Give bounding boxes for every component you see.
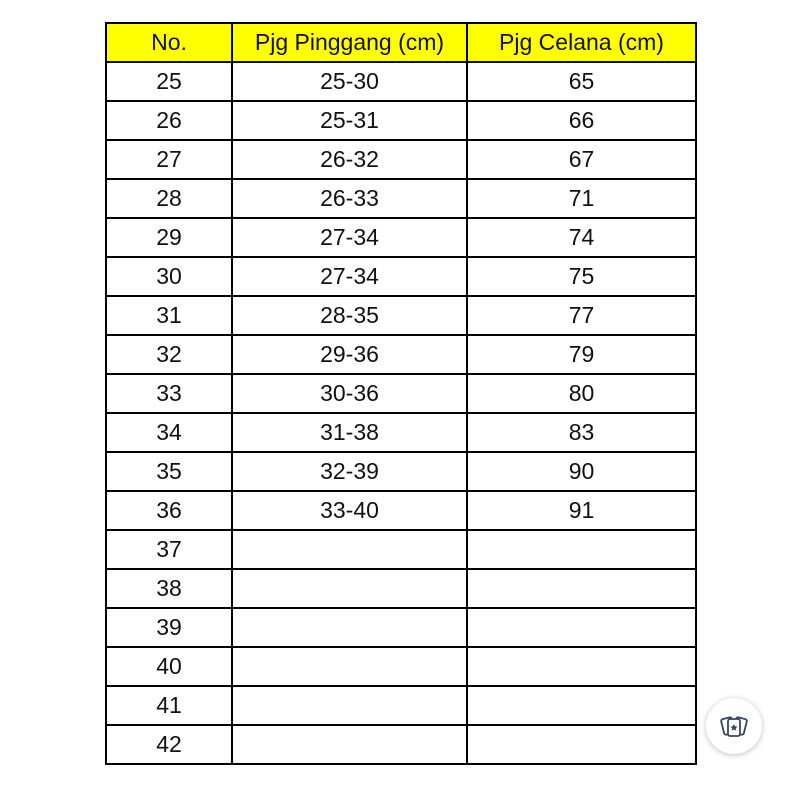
cell-number: 25 bbox=[106, 62, 232, 101]
cell-waist-length: 26-32 bbox=[232, 140, 467, 179]
table-body bbox=[106, 62, 696, 764]
cell-pants-length bbox=[467, 530, 696, 569]
table-row bbox=[106, 101, 696, 140]
cell-number: 27 bbox=[106, 140, 232, 179]
cell-number: 33 bbox=[106, 374, 232, 413]
cell-number: 38 bbox=[106, 569, 232, 608]
cell-number: 34 bbox=[106, 413, 232, 452]
cell-pants-length bbox=[467, 686, 696, 725]
cell-number: 37 bbox=[106, 530, 232, 569]
cell-waist-length bbox=[232, 647, 467, 686]
cell-waist-length: 33-40 bbox=[232, 491, 467, 530]
header-number: No. bbox=[106, 23, 232, 62]
cards-star-icon bbox=[719, 711, 749, 741]
table-row bbox=[106, 296, 696, 335]
cell-pants-length bbox=[467, 647, 696, 686]
header-waist-length: Pjg Pinggang (cm) bbox=[232, 23, 467, 62]
table-row bbox=[106, 569, 696, 608]
cell-pants-length bbox=[467, 608, 696, 647]
cell-waist-length bbox=[232, 569, 467, 608]
cell-pants-length: 79 bbox=[467, 335, 696, 374]
cell-pants-length: 77 bbox=[467, 296, 696, 335]
floating-action-button[interactable] bbox=[706, 698, 762, 754]
cell-waist-length: 29-36 bbox=[232, 335, 467, 374]
cell-waist-length: 25-30 bbox=[232, 62, 467, 101]
cell-waist-length: 30-36 bbox=[232, 374, 467, 413]
cell-number: 31 bbox=[106, 296, 232, 335]
table-row bbox=[106, 452, 696, 491]
cell-number: 28 bbox=[106, 179, 232, 218]
table-row bbox=[106, 608, 696, 647]
table-row bbox=[106, 374, 696, 413]
cell-pants-length: 80 bbox=[467, 374, 696, 413]
cell-number: 41 bbox=[106, 686, 232, 725]
header-pants-length: Pjg Celana (cm) bbox=[467, 23, 696, 62]
table-row bbox=[106, 140, 696, 179]
cell-number: 32 bbox=[106, 335, 232, 374]
cell-pants-length: 91 bbox=[467, 491, 696, 530]
cell-number: 35 bbox=[106, 452, 232, 491]
cell-waist-length: 28-35 bbox=[232, 296, 467, 335]
cell-number: 36 bbox=[106, 491, 232, 530]
cell-number: 40 bbox=[106, 647, 232, 686]
table-row bbox=[106, 686, 696, 725]
cell-number: 29 bbox=[106, 218, 232, 257]
cell-pants-length bbox=[467, 569, 696, 608]
cell-pants-length: 75 bbox=[467, 257, 696, 296]
cell-pants-length: 90 bbox=[467, 452, 696, 491]
table-row bbox=[106, 413, 696, 452]
cell-pants-length: 71 bbox=[467, 179, 696, 218]
cell-pants-length: 66 bbox=[467, 101, 696, 140]
cell-waist-length: 26-33 bbox=[232, 179, 467, 218]
cell-waist-length: 31-38 bbox=[232, 413, 467, 452]
table-row bbox=[106, 218, 696, 257]
header-row bbox=[106, 23, 696, 62]
cell-waist-length: 25-31 bbox=[232, 101, 467, 140]
cell-pants-length bbox=[467, 725, 696, 764]
cell-waist-length bbox=[232, 725, 467, 764]
table-row bbox=[106, 62, 696, 101]
cell-waist-length: 27-34 bbox=[232, 218, 467, 257]
table-row bbox=[106, 647, 696, 686]
table-row bbox=[106, 530, 696, 569]
cell-number: 42 bbox=[106, 725, 232, 764]
cell-pants-length: 65 bbox=[467, 62, 696, 101]
cell-pants-length: 83 bbox=[467, 413, 696, 452]
table-row bbox=[106, 179, 696, 218]
cell-number: 30 bbox=[106, 257, 232, 296]
table-row bbox=[106, 257, 696, 296]
cell-pants-length: 74 bbox=[467, 218, 696, 257]
cell-waist-length bbox=[232, 686, 467, 725]
size-chart-table bbox=[105, 22, 697, 765]
table-header bbox=[106, 23, 696, 62]
cell-number: 39 bbox=[106, 608, 232, 647]
table-row bbox=[106, 725, 696, 764]
cell-waist-length bbox=[232, 530, 467, 569]
table-row bbox=[106, 491, 696, 530]
cell-waist-length: 32-39 bbox=[232, 452, 467, 491]
cell-waist-length: 27-34 bbox=[232, 257, 467, 296]
cell-waist-length bbox=[232, 608, 467, 647]
cell-number: 26 bbox=[106, 101, 232, 140]
cell-pants-length: 67 bbox=[467, 140, 696, 179]
table-row bbox=[106, 335, 696, 374]
